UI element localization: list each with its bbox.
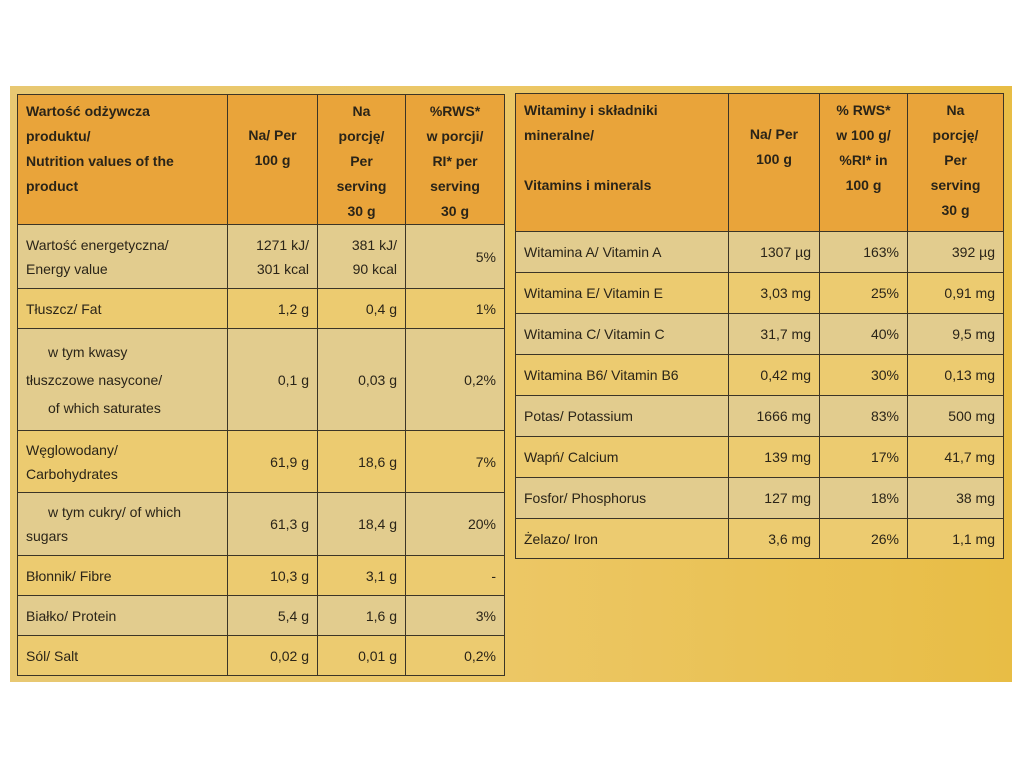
value-rws: 5% (406, 225, 505, 289)
value-rws: 163% (820, 232, 908, 273)
value-per-serving: 0,13 mg (908, 355, 1004, 396)
value-rws: 26% (820, 519, 908, 559)
value-per-100g: 3,6 mg (729, 519, 820, 559)
value-rws: 0,2% (406, 636, 505, 676)
row-calcium (516, 437, 1004, 478)
row-label: w tym cukry/ of which sugars (18, 493, 228, 556)
header-nutrition-name: Wartość odżywcza produktu/ Nutrition values of the product (18, 95, 228, 225)
value-per-100g: 5,4 g (228, 596, 318, 636)
value-per-100g: 0,02 g (228, 636, 318, 676)
row-label: Witamina E/ Vitamin E (516, 273, 729, 314)
value-rws: 20% (406, 493, 505, 556)
value-rws: 0,2% (406, 329, 505, 431)
row-label: Żelazo/ Iron (516, 519, 729, 559)
value-per-serving: 0,91 mg (908, 273, 1004, 314)
row-label: Sól/ Salt (18, 636, 228, 676)
value-per-serving: 18,4 g (318, 493, 406, 556)
value-per-serving: 3,1 g (318, 556, 406, 596)
value-rws: 17% (820, 437, 908, 478)
row-label: Witamina C/ Vitamin C (516, 314, 729, 355)
row-label: Tłuszcz/ Fat (18, 289, 228, 329)
row-label: Białko/ Protein (18, 596, 228, 636)
value-per-serving: 38 mg (908, 478, 1004, 519)
value-rws: 25% (820, 273, 908, 314)
row-vitamin-e (516, 273, 1004, 314)
value-per-100g: 61,3 g (228, 493, 318, 556)
value-per-100g: 1,2 g (228, 289, 318, 329)
value-rws: 40% (820, 314, 908, 355)
row-label: Wapń/ Calcium (516, 437, 729, 478)
header-rws-per-serving: %RWS* w porcji/ RI* per serving 30 g (406, 95, 505, 225)
row-fat (18, 289, 505, 329)
row-iron (516, 519, 1004, 559)
header-per-serving: Na porcję/ Per serving 30 g (318, 95, 406, 225)
value-per-100g: 0,42 mg (729, 355, 820, 396)
row-potassium (516, 396, 1004, 437)
value-per-100g: 31,7 mg (729, 314, 820, 355)
value-per-100g: 139 mg (729, 437, 820, 478)
value-rws: - (406, 556, 505, 596)
row-label: Witamina B6/ Vitamin B6 (516, 355, 729, 396)
row-protein (18, 596, 505, 636)
value-per-100g: 127 mg (729, 478, 820, 519)
row-label: Węglowodany/ Carbohydrates (18, 431, 228, 493)
header-per-100g: Na/ Per 100 g (228, 95, 318, 225)
value-rws: 7% (406, 431, 505, 493)
row-label: Witamina A/ Vitamin A (516, 232, 729, 273)
row-salt (18, 636, 505, 676)
value-rws: 18% (820, 478, 908, 519)
value-per-100g: 10,3 g (228, 556, 318, 596)
nutrition-values-table (17, 94, 505, 676)
row-label: w tym kwasy tłuszczowe nasycone/ of which saturates (18, 329, 228, 431)
row-label: Błonnik/ Fibre (18, 556, 228, 596)
header-rws-per-100g: % RWS* w 100 g/ %RI* in 100 g (820, 94, 908, 232)
row-saturates (18, 329, 505, 431)
row-vitamin-b6 (516, 355, 1004, 396)
value-per-serving: 1,6 g (318, 596, 406, 636)
row-vitamin-c (516, 314, 1004, 355)
value-rws: 1% (406, 289, 505, 329)
value-per-100g: 3,03 mg (729, 273, 820, 314)
value-per-100g: 1271 kJ/ 301 kcal (228, 225, 318, 289)
value-rws: 30% (820, 355, 908, 396)
row-label: Fosfor/ Phosphorus (516, 478, 729, 519)
row-label: Potas/ Potassium (516, 396, 729, 437)
row-vitamin-a (516, 232, 1004, 273)
row-carbohydrates (18, 431, 505, 493)
header-per-100g: Na/ Per 100 g (729, 94, 820, 232)
vitamins-header-row (516, 94, 1004, 232)
header-vitamins-name: Witaminy i składniki mineralne/ Vitamins i minerals (516, 94, 729, 232)
value-per-100g: 0,1 g (228, 329, 318, 431)
value-per-serving: 9,5 mg (908, 314, 1004, 355)
value-per-serving: 18,6 g (318, 431, 406, 493)
header-per-serving: Na porcję/ Per serving 30 g (908, 94, 1004, 232)
value-rws: 83% (820, 396, 908, 437)
row-label: Wartość energetyczna/ Energy value (18, 225, 228, 289)
nutrition-header-row (18, 95, 505, 225)
vitamins-minerals-table (515, 93, 1004, 559)
value-per-serving: 0,4 g (318, 289, 406, 329)
value-per-serving: 41,7 mg (908, 437, 1004, 478)
value-per-serving: 392 µg (908, 232, 1004, 273)
value-per-100g: 1666 mg (729, 396, 820, 437)
row-sugars (18, 493, 505, 556)
value-rws: 3% (406, 596, 505, 636)
value-per-serving: 500 mg (908, 396, 1004, 437)
row-phosphorus (516, 478, 1004, 519)
value-per-100g: 1307 µg (729, 232, 820, 273)
value-per-serving: 0,01 g (318, 636, 406, 676)
value-per-serving: 0,03 g (318, 329, 406, 431)
value-per-100g: 61,9 g (228, 431, 318, 493)
value-per-serving: 381 kJ/ 90 kcal (318, 225, 406, 289)
value-per-serving: 1,1 mg (908, 519, 1004, 559)
row-fibre (18, 556, 505, 596)
row-energy (18, 225, 505, 289)
